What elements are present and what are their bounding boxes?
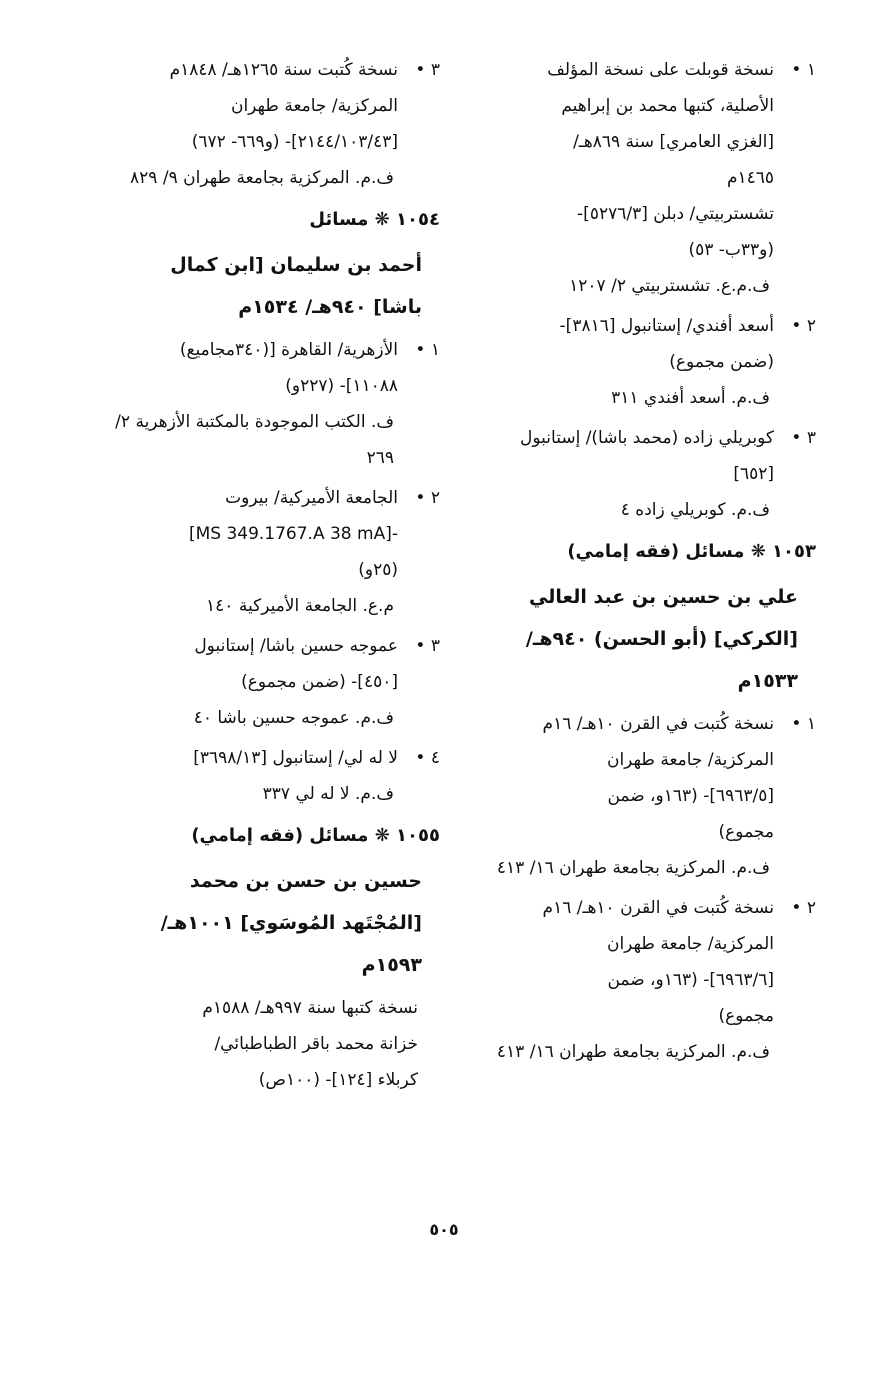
- entry-number: ٢ •: [791, 316, 816, 336]
- catalog-reference: ف. الكتب الموجودة بالمكتبة الأزهرية ٢/ ٢٦٩: [115, 412, 394, 468]
- entry-body: [92, 480, 398, 588]
- entry-number: ٣ •: [415, 636, 440, 656]
- author-name: [466, 576, 816, 702]
- entry-line: المركزية/ جامعة طهران: [606, 750, 774, 770]
- entry-line: مجموع): [718, 1006, 774, 1026]
- entry-line: لا له لي/ إستانبول [٣٦٩٨/١٣]: [193, 748, 398, 768]
- manuscript-entry: [466, 890, 816, 1070]
- entry-body: [466, 706, 774, 850]
- entry-line: (٢٥و): [358, 560, 398, 580]
- entry-line: [الغزي العامري] سنة ٨٦٩هـ/: [573, 132, 774, 152]
- catalog-reference: ف.م.ع. تشستربيتي ٢/ ١٢٠٧: [569, 276, 770, 296]
- manuscript-entry: [92, 628, 440, 736]
- entry-line: المركزية/ جامعة طهران: [606, 934, 774, 954]
- right-column: [466, 52, 816, 1074]
- entry-line: [٤٥٠]- (ضمن مجموع): [241, 672, 398, 692]
- author-line: [الكركي] (أبو الحسن) ٩٤٠هـ/: [525, 628, 798, 650]
- catalog-reference: ف.م. كوبريلي زاده ٤: [620, 500, 770, 520]
- entry-body: [92, 52, 398, 160]
- catalog-reference: م.ع. الجامعة الأميركية ١٤٠: [206, 596, 394, 616]
- author-line: باشا] ٩٤٠هـ/ ١٥٣٤م: [238, 296, 422, 318]
- manuscript-entry: [92, 52, 440, 196]
- entry-body: [92, 990, 418, 1098]
- section-heading: ١٠٥٣ ❋ مسائل (فقه إمامي): [567, 541, 816, 562]
- entry-number: ١ •: [791, 714, 816, 734]
- manuscript-entry: [466, 308, 816, 416]
- entry-line: ١١٠٨٨]- (٢٢٧و): [285, 376, 398, 396]
- manuscript-entry: [92, 740, 440, 812]
- author-line: حسين بن حسن بن محمد: [189, 870, 422, 892]
- page-number: ٥٠٥: [429, 1220, 459, 1239]
- author-line: ١٥٩٣م: [361, 954, 422, 976]
- entry-line: عموجه حسين باشا/ إستانبول: [194, 636, 398, 656]
- entry-line: نسخة كُتبت سنة ١٢٦٥هـ/ ١٨٤٨م: [169, 60, 398, 80]
- entry-line: نسخة قوبلت على نسخة المؤلف: [547, 60, 774, 80]
- manuscript-entry: [466, 420, 816, 528]
- catalog-reference: ف.م. لا له لي ٣٣٧: [262, 784, 394, 804]
- manuscript-entry: [92, 990, 440, 1098]
- entry-line: أسعد أفندي/ إستانبول [٣٨١٦]-: [559, 316, 774, 336]
- entry-line: الأصلية، كتبها محمد بن إبراهيم: [561, 96, 774, 116]
- entry-line: نسخة كُتبت في القرن ١٠هـ/ ١٦م: [542, 898, 774, 918]
- left-column: [92, 52, 440, 1102]
- entry-line: نسخة كتبها سنة ٩٩٧هـ/ ١٥٨٨م: [202, 998, 418, 1018]
- manuscript-entry: [92, 480, 440, 624]
- entry-number: ١ •: [415, 340, 440, 360]
- entry-line: [٦٩٦٣/٥]- (١٦٣و، ضمن: [607, 786, 774, 806]
- entry-line: [٦٩٦٣/٦]- (١٦٣و، ضمن: [607, 970, 774, 990]
- entry-number: ٢ •: [415, 488, 440, 508]
- entry-body: [466, 890, 774, 1034]
- entry-number: ٢ •: [791, 898, 816, 918]
- manuscript-entry: [466, 706, 816, 886]
- entry-body: [92, 740, 398, 776]
- manuscript-entry: [466, 52, 816, 304]
- section-heading: ١٠٥٥ ❋ مسائل (فقه إمامي): [191, 825, 440, 846]
- entry-line: مجموع): [718, 822, 774, 842]
- entry-line: -[MS 349.1767.A 38 mA]: [188, 524, 398, 544]
- catalog-reference: ف.م. المركزية بجامعة طهران ١٦/ ٤١٣: [496, 858, 770, 878]
- entry-line: ١٤٦٥م: [726, 168, 774, 188]
- author-line: أحمد بن سليمان [ابن كمال: [170, 254, 422, 276]
- entry-number: ١ •: [791, 60, 816, 80]
- entry-body: [92, 332, 398, 404]
- entry-line: الأزهرية/ القاهرة [(٣٤٠مجاميع): [179, 340, 398, 360]
- entry-line: خزانة محمد باقر الطباطبائي/: [214, 1034, 418, 1054]
- entry-number: ٣ •: [415, 60, 440, 80]
- entry-line: المركزية/ جامعة طهران: [230, 96, 398, 116]
- entry-line: [٢١٤٤/١٠٣/٤٣]- (و٦٦٩- ٦٧٢): [191, 132, 398, 152]
- entry-line: [٦٥٢]: [733, 464, 774, 484]
- manuscript-entry: [92, 332, 440, 476]
- entry-line: (و٣٣ب- ٥٣): [688, 240, 774, 260]
- entry-line: (ضمن مجموع): [669, 352, 774, 372]
- catalog-reference: ف.م. المركزية بجامعة طهران ٩/ ٨٢٩: [130, 168, 394, 188]
- section-heading: ١٠٥٤ ❋ مسائل: [309, 209, 440, 230]
- entry-line: كوبريلي زاده (محمد باشا)/ إستانبول: [520, 428, 774, 448]
- entry-line: نسخة كُتبت في القرن ١٠هـ/ ١٦م: [542, 714, 774, 734]
- entry-line: تشستربيتي/ دبلن [٥٢٧٦/٣]-: [577, 204, 774, 224]
- author-line: علي بن حسين بن عبد العالي: [529, 586, 798, 608]
- author-name: [92, 860, 440, 986]
- entry-number: ٤ •: [415, 748, 440, 768]
- entry-body: [466, 52, 774, 268]
- catalog-reference: ف.م. المركزية بجامعة طهران ١٦/ ٤١٣: [496, 1042, 770, 1062]
- entry-line: الجامعة الأميركية/ بيروت: [225, 488, 398, 508]
- author-line: ١٥٣٣م: [737, 670, 798, 692]
- entry-line: كربلاء [١٢٤]- (١٠٠ص): [258, 1070, 418, 1090]
- entry-body: [92, 628, 398, 700]
- author-name: [92, 244, 440, 328]
- catalog-reference: ف.م. عموجه حسين باشا ٤٠: [193, 708, 394, 728]
- entry-number: ٣ •: [791, 428, 816, 448]
- entry-body: [466, 308, 774, 380]
- catalog-reference: ف.م. أسعد أفندي ٣١١: [611, 388, 770, 408]
- entry-body: [466, 420, 774, 492]
- author-line: [المُجْتَهد المُوسَوي] ١٠٠١هـ/: [160, 912, 422, 934]
